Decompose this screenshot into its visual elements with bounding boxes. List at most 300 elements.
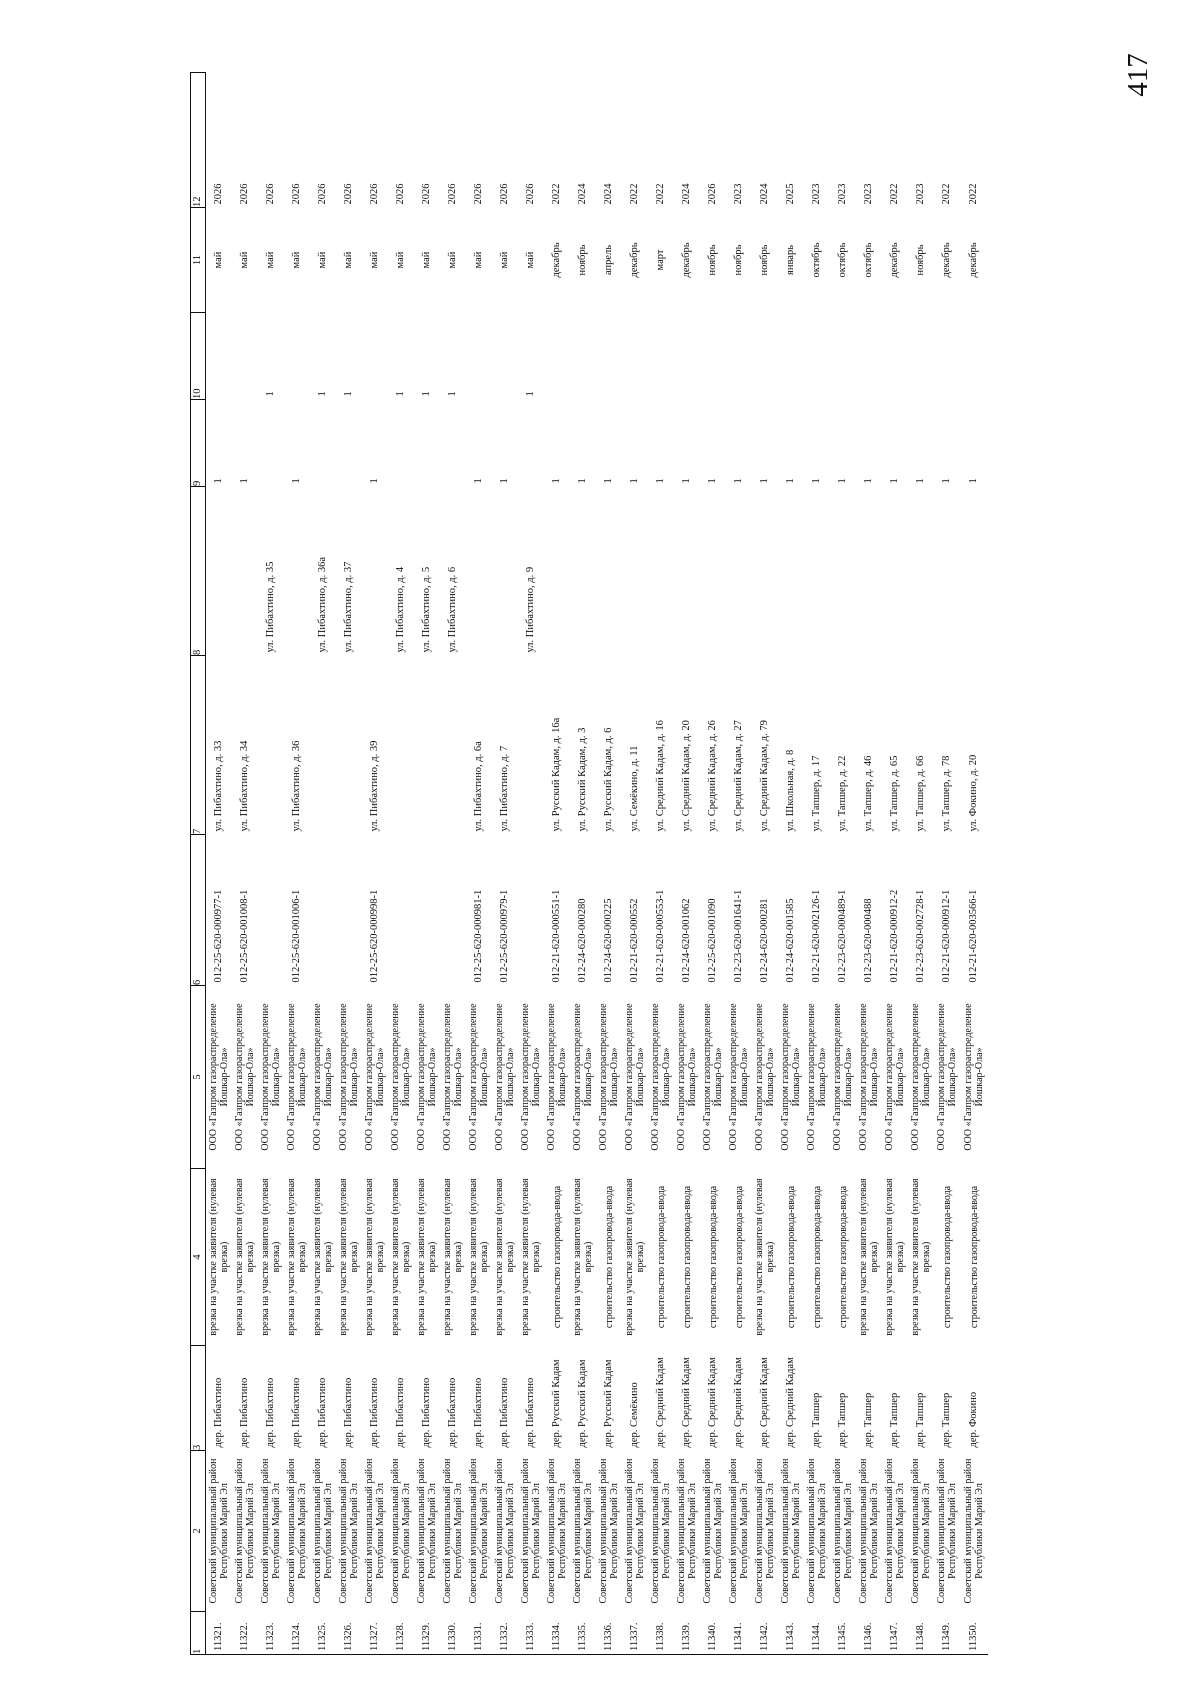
address-alt-cell	[674, 487, 700, 656]
work-type-cell	[908, 1169, 934, 1346]
settlement-cell: дер. Пибахтино	[473, 1377, 484, 1448]
settlement-cell: дер. Пибахтино	[525, 1377, 536, 1448]
organization-cell	[882, 986, 908, 1169]
contract-number-cell: 012-25-620-000981-1	[473, 889, 484, 983]
organization-cell-text: ООО «Газпром газораспределение Йошкар-Ола»	[936, 1003, 958, 1151]
address-cell	[336, 656, 362, 835]
work-type-cell-text: врезка на участке заявителя (нулевая врезка)	[390, 1178, 412, 1336]
district-cell-text: Советский муниципальный район Республики Марий Эл	[520, 1458, 542, 1604]
count-alt-cell	[700, 313, 726, 400]
row-number: 11324.	[284, 1612, 310, 1655]
district-cell-text: Советский муниципальный район Республики Марий Эл	[832, 1458, 854, 1604]
count-alt-cell	[648, 313, 674, 400]
row-number: 11326.	[336, 1612, 362, 1655]
table-row	[570, 73, 596, 1655]
district-cell-text: Советский муниципальный район Республики Марий Эл	[910, 1458, 932, 1604]
district-cell	[440, 1451, 466, 1612]
organization-cell-text: ООО «Газпром газораспределение Йошкар-Ола»	[312, 1003, 334, 1151]
work-type-cell	[622, 1169, 648, 1346]
work-type-cell	[570, 1169, 596, 1346]
row-number: 11335.	[570, 1612, 596, 1655]
settlement-cell: дер. Фокино	[968, 1391, 979, 1448]
year-cell: 2026	[317, 183, 328, 205]
row-number: 11349.	[934, 1612, 960, 1655]
work-type-cell-text: врезка на участке заявителя (нулевая врезка)	[234, 1178, 256, 1336]
contract-number-cell: 012-25-620-000977-1	[213, 889, 224, 983]
settlement-cell: дер. Средний Кадам	[785, 1357, 796, 1448]
district-cell-text: Советский муниципальный район Республики Марий Эл	[780, 1458, 802, 1604]
organization-cell	[284, 986, 310, 1169]
district-cell-text: Советский муниципальный район Республики Марий Эл	[208, 1458, 230, 1604]
district-cell-text: Советский муниципальный район Республики Марий Эл	[858, 1458, 880, 1604]
district-cell-text: Советский муниципальный район Республики Марий Эл	[702, 1458, 724, 1604]
district-cell	[752, 1451, 778, 1612]
district-cell	[258, 1451, 284, 1612]
column-header-5: 5	[191, 986, 206, 1169]
column-header-8: 8	[191, 487, 206, 656]
year-cell: 2022	[655, 183, 666, 205]
count-cell: 1	[707, 478, 718, 484]
month-cell: май	[473, 251, 484, 269]
work-type-cell	[388, 1169, 414, 1346]
count-cell: 1	[577, 478, 588, 484]
month-cell: май	[291, 251, 302, 269]
count-alt-cell	[778, 313, 804, 400]
month-cell: январь	[785, 245, 796, 275]
contract-number-cell: 012-24-620-000281	[759, 898, 770, 983]
organization-cell-text: ООО «Газпром газораспределение Йошкар-Ола»	[963, 1003, 985, 1151]
table-row	[674, 73, 700, 1655]
settlement-cell: дер. Русский Кадам	[603, 1359, 614, 1448]
column-header-4: 4	[191, 1169, 206, 1346]
gasification-table	[190, 72, 988, 1655]
work-type-cell	[414, 1169, 440, 1346]
district-cell	[674, 1451, 700, 1612]
year-cell: 2026	[395, 183, 406, 205]
address-cell: ул. Фокино, д. 20	[968, 754, 979, 832]
table-row	[804, 73, 830, 1655]
count-alt-cell: 1	[343, 391, 354, 397]
count-cell: 1	[551, 478, 562, 484]
month-cell: март	[655, 249, 666, 271]
row-number: 11336.	[596, 1612, 622, 1655]
count-alt-cell	[726, 313, 752, 400]
organization-cell	[336, 986, 362, 1169]
contract-number-cell: 012-25-620-000979-1	[499, 889, 510, 983]
organization-cell-text: ООО «Газпром газораспределение Йошкар-Ола»	[858, 1003, 880, 1151]
table-row	[622, 73, 648, 1655]
work-type-cell-text: врезка на участке заявителя (нулевая врезка)	[364, 1178, 386, 1336]
work-type-cell	[362, 1169, 388, 1346]
work-type-cell	[232, 1169, 258, 1346]
district-cell	[310, 1451, 336, 1612]
contract-number-cell: 012-25-620-001090	[707, 898, 718, 983]
contract-number-cell: 012-25-620-001008-1	[239, 889, 250, 983]
count-cell: 1	[915, 478, 926, 484]
column-header-10: 10	[191, 313, 206, 400]
contract-number-cell	[258, 835, 284, 986]
district-cell	[544, 1451, 570, 1612]
organization-cell	[856, 986, 882, 1169]
month-cell: май	[499, 251, 510, 269]
work-type-cell	[830, 1169, 856, 1346]
table-row	[310, 73, 336, 1655]
count-alt-cell: 1	[447, 391, 458, 397]
month-cell: декабрь	[629, 242, 640, 278]
settlement-cell: дер. Русский Кадам	[577, 1359, 588, 1448]
work-type-cell-text: строительство газопровода-ввода	[707, 1185, 719, 1329]
organization-cell-text: ООО «Газпром газораспределение Йошкар-Ола»	[286, 1003, 308, 1151]
table-row	[518, 73, 544, 1655]
organization-cell-text: ООО «Газпром газораспределение Йошкар-Ола»	[208, 1003, 230, 1151]
address-alt-cell	[622, 487, 648, 656]
organization-cell-text: ООО «Газпром газораспределение Йошкар-Ола»	[676, 1003, 698, 1151]
month-cell: декабрь	[968, 242, 979, 278]
work-type-cell-text: строительство газопровода-ввода	[681, 1185, 693, 1329]
year-cell: 2023	[837, 183, 848, 205]
year-cell: 2026	[343, 183, 354, 205]
district-cell	[232, 1451, 258, 1612]
district-cell	[336, 1451, 362, 1612]
work-type-cell	[752, 1169, 778, 1346]
work-type-cell-text: строительство газопровода-ввода	[551, 1185, 563, 1329]
district-cell	[960, 1451, 988, 1612]
work-type-cell	[778, 1169, 804, 1346]
row-number: 11345.	[830, 1612, 856, 1655]
settlement-cell: дер. Тапшер	[811, 1392, 822, 1448]
work-type-cell-text: врезка на участке заявителя (нулевая врезка)	[208, 1178, 230, 1336]
district-cell	[622, 1451, 648, 1612]
work-type-cell-text: врезка на участке заявителя (нулевая врезка)	[338, 1178, 360, 1336]
address-alt-cell: ул. Пибахтино, д. 6	[447, 566, 458, 653]
month-cell: май	[525, 251, 536, 269]
organization-cell	[674, 986, 700, 1169]
table-row	[726, 73, 752, 1655]
table-row	[778, 73, 804, 1655]
address-alt-cell	[284, 487, 310, 656]
year-cell: 2026	[291, 183, 302, 205]
column-header-2: 2	[191, 1451, 206, 1612]
count-cell: 1	[473, 478, 484, 484]
count-alt-cell: 1	[525, 391, 536, 397]
contract-number-cell	[336, 835, 362, 986]
work-type-cell-text: врезка на участке заявителя (нулевая врезка)	[858, 1178, 880, 1336]
district-cell	[284, 1451, 310, 1612]
count-alt-cell	[622, 313, 648, 400]
organization-cell	[544, 986, 570, 1169]
year-cell: 2026	[447, 183, 458, 205]
count-cell	[414, 400, 440, 487]
work-type-cell	[856, 1169, 882, 1346]
row-number: 11337.	[622, 1612, 648, 1655]
count-cell	[388, 400, 414, 487]
table-row	[544, 73, 570, 1655]
address-alt-cell	[830, 487, 856, 656]
organization-cell	[804, 986, 830, 1169]
table-row	[700, 73, 726, 1655]
count-alt-cell	[882, 313, 908, 400]
month-cell: ноябрь	[759, 244, 770, 276]
organization-cell	[232, 986, 258, 1169]
address-cell: ул. Семёкино, д. 11	[629, 745, 640, 832]
row-number: 11330.	[440, 1612, 466, 1655]
district-cell	[804, 1451, 830, 1612]
month-cell: октябрь	[837, 242, 848, 278]
contract-number-cell: 012-21-620-000552	[629, 898, 640, 983]
organization-cell-text: ООО «Газпром газораспределение Йошкар-Ола»	[520, 1003, 542, 1151]
year-cell: 2022	[889, 183, 900, 205]
address-cell: ул. Пибахтино, д. 6а	[473, 741, 484, 832]
count-cell: 1	[759, 478, 770, 484]
year-cell: 2022	[551, 183, 562, 205]
address-alt-cell: ул. Пибахтино, д. 35	[265, 561, 276, 653]
organization-cell	[700, 986, 726, 1169]
address-cell	[518, 656, 544, 835]
work-type-cell-text: строительство газопровода-ввода	[785, 1185, 797, 1329]
address-cell: ул. Тапшер, д. 66	[915, 755, 926, 832]
column-header-7: 7	[191, 656, 206, 835]
count-cell	[336, 400, 362, 487]
year-cell: 2026	[369, 183, 380, 205]
count-cell: 1	[863, 478, 874, 484]
year-cell: 2026	[421, 183, 432, 205]
row-number: 11332.	[492, 1612, 518, 1655]
work-type-cell	[518, 1169, 544, 1346]
address-cell: ул. Средний Кадам, д. 20	[681, 720, 692, 832]
row-number: 11347.	[882, 1612, 908, 1655]
address-cell: ул. Пибахтино, д. 39	[369, 740, 380, 832]
organization-cell	[518, 986, 544, 1169]
organization-cell-text: ООО «Газпром газораспределение Йошкар-Ола»	[598, 1003, 620, 1151]
contract-number-cell: 012-23-620-000489-1	[837, 889, 848, 983]
district-cell	[518, 1451, 544, 1612]
count-cell: 1	[629, 478, 640, 484]
work-type-cell-text: врезка на участке заявителя (нулевая врезка)	[312, 1178, 334, 1336]
work-type-cell-text: врезка на участке заявителя (нулевая врезка)	[910, 1178, 932, 1336]
settlement-cell: дер. Тапшер	[941, 1392, 952, 1448]
address-cell	[414, 656, 440, 835]
address-alt-cell	[596, 487, 622, 656]
work-type-cell-text: врезка на участке заявителя (нулевая врезка)	[494, 1178, 516, 1336]
count-cell: 1	[837, 478, 848, 484]
count-alt-cell	[544, 313, 570, 400]
contract-number-cell: 012-24-620-000225	[603, 898, 614, 983]
row-number: 11350.	[960, 1612, 988, 1655]
count-alt-cell	[570, 313, 596, 400]
organization-cell-text: ООО «Газпром газораспределение Йошкар-Ола»	[624, 1003, 646, 1151]
count-cell: 1	[239, 478, 250, 484]
rotated-table-sheet	[190, 85, 1010, 1655]
settlement-cell: дер. Пибахтино	[343, 1377, 354, 1448]
contract-number-cell	[414, 835, 440, 986]
year-cell: 2026	[525, 183, 536, 205]
district-cell-text: Советский муниципальный район Республики Марий Эл	[338, 1458, 360, 1604]
address-alt-cell	[466, 487, 492, 656]
address-cell	[310, 656, 336, 835]
address-alt-cell: ул. Пибахтино, д. 36а	[317, 556, 328, 653]
year-cell: 2026	[499, 183, 510, 205]
year-cell: 2026	[239, 183, 250, 205]
count-cell: 1	[681, 478, 692, 484]
work-type-cell-text: строительство газопровода-ввода	[811, 1185, 823, 1329]
month-cell: ноябрь	[733, 244, 744, 276]
organization-cell	[726, 986, 752, 1169]
district-cell-text: Советский муниципальный район Республики Марий Эл	[572, 1458, 594, 1604]
month-cell: ноябрь	[707, 244, 718, 276]
month-cell: апрель	[603, 244, 614, 276]
count-alt-cell	[466, 313, 492, 400]
row-number: 11333.	[518, 1612, 544, 1655]
address-cell: ул. Тапшер, д. 65	[889, 755, 900, 832]
row-number: 11346.	[856, 1612, 882, 1655]
count-cell	[518, 400, 544, 487]
table-row	[908, 73, 934, 1655]
row-number: 11323.	[258, 1612, 284, 1655]
table-row	[648, 73, 674, 1655]
table-row	[934, 73, 960, 1655]
address-alt-cell: ул. Пибахтино, д. 9	[525, 566, 536, 653]
work-type-cell	[882, 1169, 908, 1346]
count-cell	[258, 400, 284, 487]
year-cell: 2023	[733, 183, 744, 205]
organization-cell-text: ООО «Газпром газораспределение Йошкар-Ола»	[728, 1003, 750, 1151]
address-cell: ул. Пибахтино, д. 34	[239, 740, 250, 832]
count-cell: 1	[941, 478, 952, 484]
count-cell: 1	[213, 478, 224, 484]
address-alt-cell	[362, 487, 388, 656]
count-cell: 1	[369, 478, 380, 484]
district-cell	[700, 1451, 726, 1612]
table-row	[232, 73, 258, 1655]
district-cell-text: Советский муниципальный район Республики Марий Эл	[676, 1458, 698, 1604]
row-number: 11340.	[700, 1612, 726, 1655]
address-cell	[388, 656, 414, 835]
address-alt-cell	[700, 487, 726, 656]
work-type-cell-text: врезка на участке заявителя (нулевая врезка)	[260, 1178, 282, 1336]
work-type-cell	[336, 1169, 362, 1346]
work-type-cell-text: строительство газопровода-ввода	[655, 1185, 667, 1329]
address-cell: ул. Тапшер, д. 22	[837, 755, 848, 832]
organization-cell	[258, 986, 284, 1169]
year-cell: 2024	[759, 183, 770, 205]
organization-cell	[908, 986, 934, 1169]
address-cell: ул. Тапшер, д. 46	[863, 755, 874, 832]
work-type-cell-text: врезка на участке заявителя (нулевая врезка)	[468, 1178, 490, 1336]
month-cell: май	[421, 251, 432, 269]
organization-cell	[414, 986, 440, 1169]
district-cell-text: Советский муниципальный район Республики Марий Эл	[546, 1458, 568, 1604]
contract-number-cell: 012-24-620-001062	[681, 898, 692, 983]
settlement-cell: дер. Тапшер	[837, 1392, 848, 1448]
count-cell: 1	[889, 478, 900, 484]
district-cell-text: Советский муниципальный район Республики Марий Эл	[364, 1458, 386, 1604]
work-type-cell	[206, 1169, 233, 1346]
year-cell: 2025	[785, 183, 796, 205]
organization-cell-text: ООО «Газпром газораспределение Йошкар-Ола»	[338, 1003, 360, 1151]
settlement-cell: дер. Средний Кадам	[759, 1357, 770, 1448]
table-row	[830, 73, 856, 1655]
organization-cell	[596, 986, 622, 1169]
address-alt-cell	[570, 487, 596, 656]
count-alt-cell	[752, 313, 778, 400]
row-number: 11328.	[388, 1612, 414, 1655]
settlement-cell: дер. Средний Кадам	[655, 1357, 666, 1448]
contract-number-cell: 012-23-620-001641-1	[733, 889, 744, 983]
contract-number-cell: 012-21-620-002126-1	[811, 889, 822, 983]
work-type-cell	[934, 1169, 960, 1346]
settlement-cell: дер. Тапшер	[863, 1392, 874, 1448]
address-alt-cell	[856, 487, 882, 656]
settlement-cell: дер. Пибахтино	[239, 1377, 250, 1448]
work-type-cell	[544, 1169, 570, 1346]
organization-cell	[362, 986, 388, 1169]
year-cell: 2026	[707, 183, 718, 205]
settlement-cell: дер. Пибахтино	[421, 1377, 432, 1448]
district-cell	[934, 1451, 960, 1612]
organization-cell-text: ООО «Газпром газораспределение Йошкар-Ола»	[416, 1003, 438, 1151]
table-row	[258, 73, 284, 1655]
count-cell	[310, 400, 336, 487]
row-number: 11342.	[752, 1612, 778, 1655]
row-number: 11334.	[544, 1612, 570, 1655]
year-cell: 2024	[603, 183, 614, 205]
count-alt-cell	[934, 313, 960, 400]
address-cell: ул. Тапшер, д. 78	[941, 755, 952, 832]
address-cell: ул. Средний Кадам, д. 26	[707, 720, 718, 832]
contract-number-cell: 012-24-620-000280	[577, 898, 588, 983]
contract-number-cell: 012-21-620-003566-1	[968, 889, 979, 983]
row-number: 11341.	[726, 1612, 752, 1655]
organization-cell	[778, 986, 804, 1169]
address-cell: ул. Тапшер, д. 17	[811, 755, 822, 832]
settlement-cell: дер. Пибахтино	[265, 1377, 276, 1448]
column-header-3: 3	[191, 1346, 206, 1451]
table-row	[284, 73, 310, 1655]
address-alt-cell	[492, 487, 518, 656]
organization-cell-text: ООО «Газпром газораспределение Йошкар-Ола»	[806, 1003, 828, 1151]
address-alt-cell	[778, 487, 804, 656]
work-type-cell-text: строительство газопровода-ввода	[968, 1185, 980, 1329]
organization-cell	[830, 986, 856, 1169]
table-row	[206, 73, 233, 1655]
count-alt-cell: 1	[317, 391, 328, 397]
work-type-cell-text: строительство газопровода-ввода	[733, 1185, 745, 1329]
row-number: 11338.	[648, 1612, 674, 1655]
district-cell-text: Советский муниципальный район Республики Марий Эл	[468, 1458, 490, 1604]
district-cell-text: Советский муниципальный район Республики Марий Эл	[754, 1458, 776, 1604]
work-type-cell-text: врезка на участке заявителя (нулевая врезка)	[416, 1178, 438, 1336]
district-cell	[414, 1451, 440, 1612]
address-cell: ул. Средний Кадам, д. 27	[733, 720, 744, 832]
district-cell-text: Советский муниципальный район Республики Марий Эл	[234, 1458, 256, 1604]
count-alt-cell	[284, 313, 310, 400]
work-type-cell	[648, 1169, 674, 1346]
district-cell-text: Советский муниципальный район Республики Марий Эл	[416, 1458, 438, 1604]
settlement-cell: дер. Тапшер	[889, 1392, 900, 1448]
work-type-cell	[466, 1169, 492, 1346]
count-cell: 1	[499, 478, 510, 484]
year-cell: 2024	[577, 183, 588, 205]
column-header-6: 6	[191, 835, 206, 986]
organization-cell	[960, 986, 988, 1169]
year-cell: 2024	[681, 183, 692, 205]
settlement-cell: дер. Семёкино	[629, 1382, 640, 1448]
row-number: 11329.	[414, 1612, 440, 1655]
settlement-cell: дер. Тапшер	[915, 1392, 926, 1448]
year-cell: 2023	[915, 183, 926, 205]
organization-cell-text: ООО «Газпром газораспределение Йошкар-Ола»	[780, 1003, 802, 1151]
address-alt-cell	[960, 487, 988, 656]
